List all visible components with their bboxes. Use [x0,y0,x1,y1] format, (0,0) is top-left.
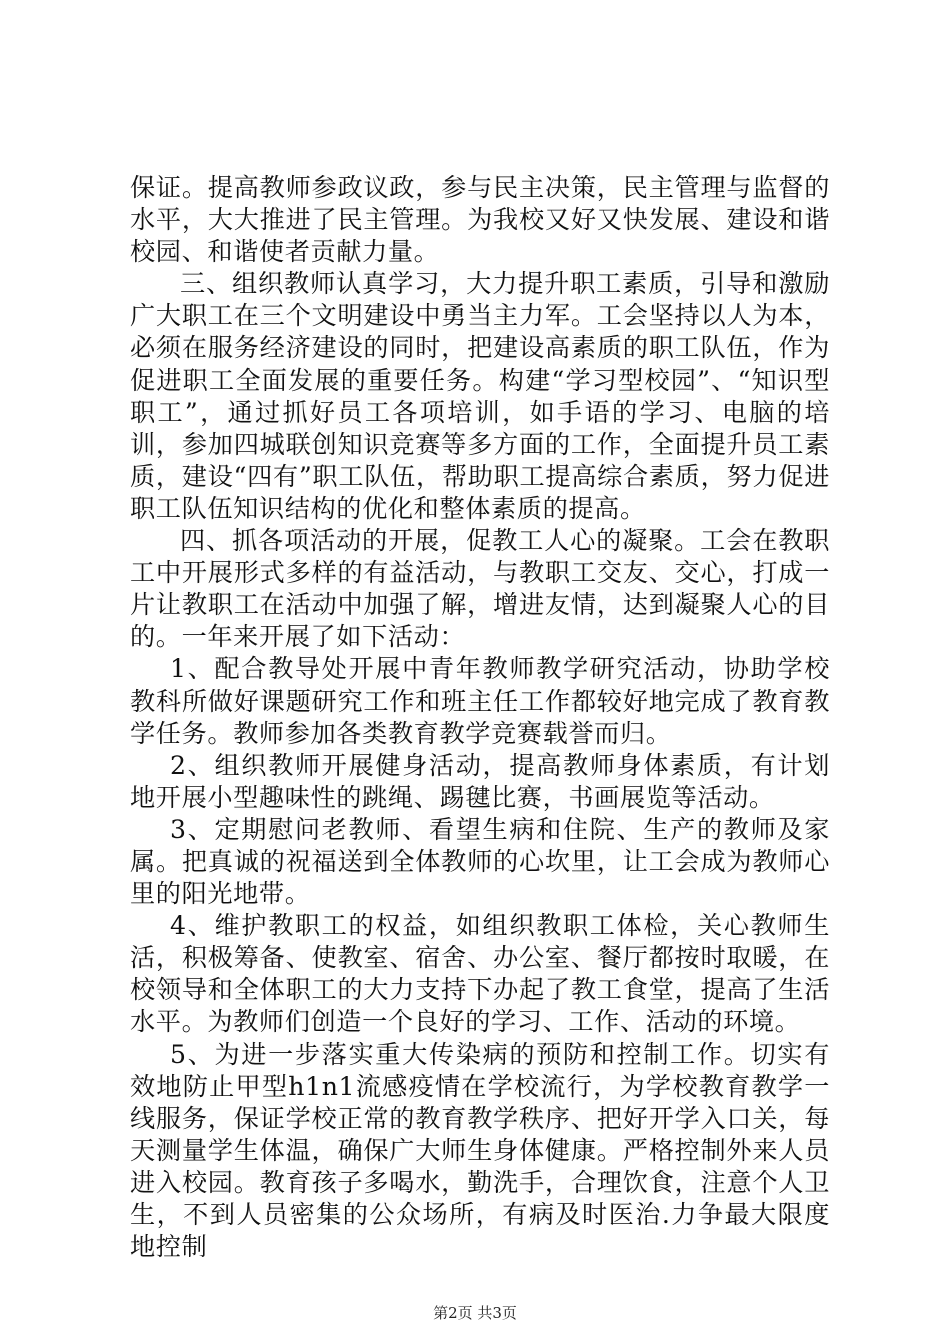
page-footer: 第2页 共3页 [433,1304,517,1322]
list-item-4: 4、维护教职工的权益，如组织教职工体检，关心教师生活，积极筹备、使教室、宿舍、办公室、餐厅都按时取暖，在校领导和全体职工的大力支持下办起了教工食堂，提高了生活水平。为教师们创造一个良好的学习、工作、活动的环境。 [130,911,830,1037]
paragraph-continuation: 保证。提高教师参政议政，参与民主决策，民主管理与监督的水平，大大推进了民主管理。为我校又好又快发展、建设和谐校园、和谐使者贡献力量。 [130,173,830,267]
list-item-3: 3、定期慰问老教师、看望生病和住院、生产的教师及家属。把真诚的祝福送到全体教师的心坎里，让工会成为教师心里的阳光地带。 [130,814,830,909]
list-item-1: 1、配合教导处开展中青年教师教学研究活动，协助学校教科所做好课题研究工作和班主任工作都较好地完成了教育教学任务。教师参加各类教育教学竞赛载誉而归。 [130,654,830,748]
paragraph-section-four: 四、抓各项活动的开展，促教工人心的凝聚。工会在教职工中开展形式多样的有益活动，与教职工交友、交心，打成一片让教职工在活动中加强了解，增进友情，达到凝聚人心的目的。一年来开展了如下活动： [130,526,830,652]
paragraph-section-three: 三、组织教师认真学习，大力提升职工素质，引导和激励广大职工在三个文明建设中勇当主力军。工会坚持以人为本，必须在服务经济建设的同时，把建设高素质的职工队伍，作为促进职工全面发展的重要任务。构建“学习型校园”、“知识型职工”，通过抓好员工各项培训，如手语的学习、电脑的培训，参加四城联创知识竞赛等多方面的工作，全面提升员工素质，建设“四有”职工队伍，帮助职工提高综合素质，努力促进职工队伍知识结构的优化和整体素质的提高。 [130,269,830,523]
list-item-5: 5、为进一步落实重大传染病的预防和控制工作。切实有效地防止甲型h1n1流感疫情在学校流行，为学校教育教学一线服务，保证学校正常的教育教学秩序、把好开学入口关，每天测量学生体温，确保广大师生身体健康。严格控制外来人员进入校园。教育孩子多喝水，勤洗手，合理饮食，注意个人卫生，不到人员密集的公众场所，有病及时医治.力争最大限度地控制 [130,1039,830,1262]
list-item-2: 2、组织教师开展健身活动，提高教师身体素质，有计划地开展小型趣味性的跳绳、踢毽比赛，书画展览等活动。 [130,750,830,812]
document-body [130,172,830,1263]
